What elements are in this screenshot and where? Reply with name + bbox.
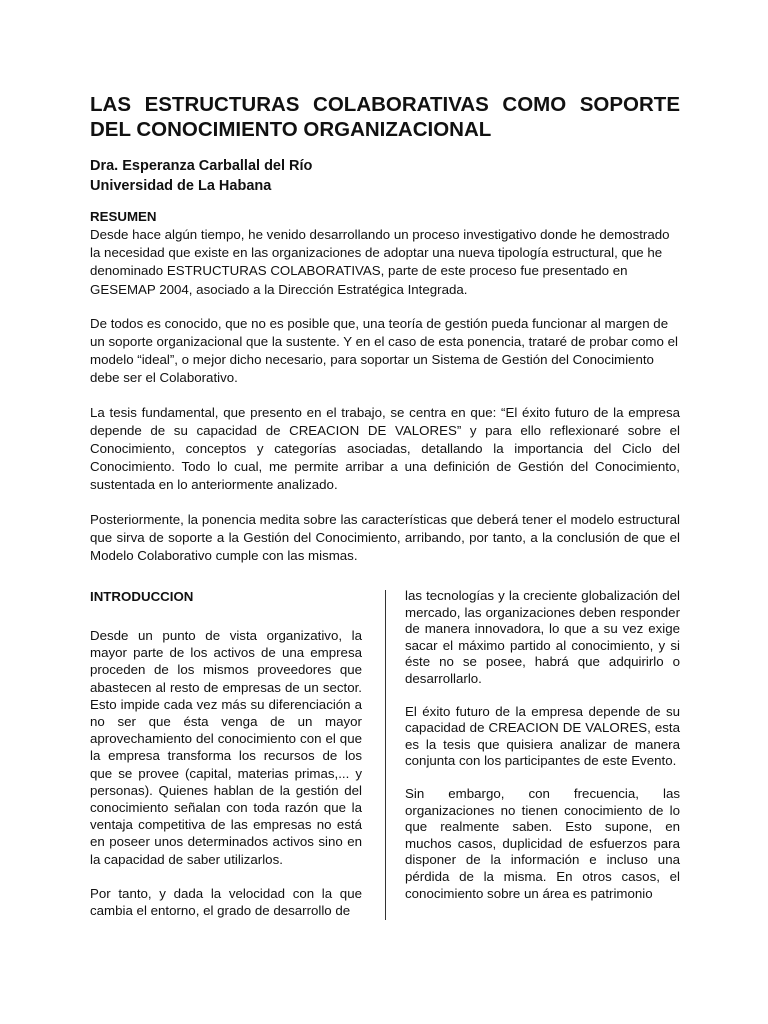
introduction-paragraph: Sin embargo, con frecuencia, las organizaciones no tienen conocimiento de lo que realmente saben. Esto supone, en muchos casos, duplicidad de esfuerzos para disponer de la información e incluso una pérdida de la misma. En otros casos, el conocimiento sobre un área es patrimonio (405, 785, 680, 901)
abstract-heading: RESUMEN (90, 209, 157, 224)
abstract-section (90, 208, 680, 581)
introduction-heading: INTRODUCCION (90, 589, 194, 604)
author-affiliation: Universidad de La Habana (90, 178, 272, 194)
introduction-right-column (405, 588, 680, 918)
abstract-paragraph: Posteriormente, la ponencia medita sobre las características que deberá tener el modelo estructural que sirva de soporte a la Gestión del Conocimiento, arribando, por tanto, a la conclusión de que el Modelo Colaborativo cumple con las mismas. (90, 511, 680, 564)
abstract-paragraph: Desde hace algún tiempo, he venido desarrollando un proceso investigativo donde he demostrado la necesidad que existe en las organizaciones de adoptar una nueva tipología estructural, que he denominado ESTRUCTURAS COLABORATIVAS, parte de este proceso fue presentado en GESEMAP 2004, asociado a la Dirección Estratégica Integrada. (90, 227, 670, 297)
document-title: LAS ESTRUCTURAS COLABORATIVAS COMO SOPORTE DEL CONOCIMIENTO ORGANIZACIONAL (90, 93, 680, 141)
introduction-paragraph: Desde un punto de vista organizativo, la mayor parte de los activos de una empresa proceden de los mismos proveedores que abastecen al resto de empresas de un sector. Esto impide cada vez más su diferenciación a no ser que ésta venga de un mayor aprovechamiento del conocimiento con el que la empresa transforma los recursos de los que se provee (capital, materias primas,... y personas). Quienes hablan de la gestión del conocimiento señalan con toda razón que la ventaja competitiva de las empresas no está en poseer unos determinados activos sino en la capacidad de saber utilizarlos. (90, 628, 362, 867)
abstract-paragraph: De todos es conocido, que no es posible que, una teoría de gestión pueda funcionar al margen de un soporte organizacional que la sustente. Y en el caso de esta ponencia, trataré de probar como el modelo “ideal”, o mejor dicho necesario, para soportar un Sistema de Gestión del Conocimiento debe ser el Colaborativo. (90, 315, 678, 386)
introduction-paragraph: El éxito futuro de la empresa depende de su capacidad de CREACION DE VALORES, esta es la tesis que quisiera analizar de manera conjunta con los participantes de este Evento. (405, 703, 680, 769)
author-block (90, 156, 680, 196)
column-divider (385, 590, 386, 920)
introduction-paragraph: Por tanto, y dada la velocidad con la que cambia el entorno, el grado de desarrollo de (90, 885, 362, 919)
abstract-paragraph: La tesis fundamental, que presento en el trabajo, se centra en que: “El éxito futuro de la empresa depende de su capacidad de CREACION DE VALORES” y para ello reflexionaré sobre el Conocimiento, conceptos y categorías asociadas, detallando la importancia del Ciclo del Conocimiento. Todo lo cual, me permite arribar a una definición de Gestión del Conocimiento, sustentada en lo anteriormente analizado. (90, 404, 680, 493)
introduction-paragraph: las tecnologías y la creciente globalización del mercado, las organizaciones deben responder de manera innovadora, lo que a su vez exige sacar el máximo partido al conocimiento, y si éste no se posee, habrá que adquirirlo o desarrollarlo. (405, 588, 680, 686)
introduction-left-column (90, 588, 362, 936)
author-name: Dra. Esperanza Carballal del Río (90, 158, 313, 174)
